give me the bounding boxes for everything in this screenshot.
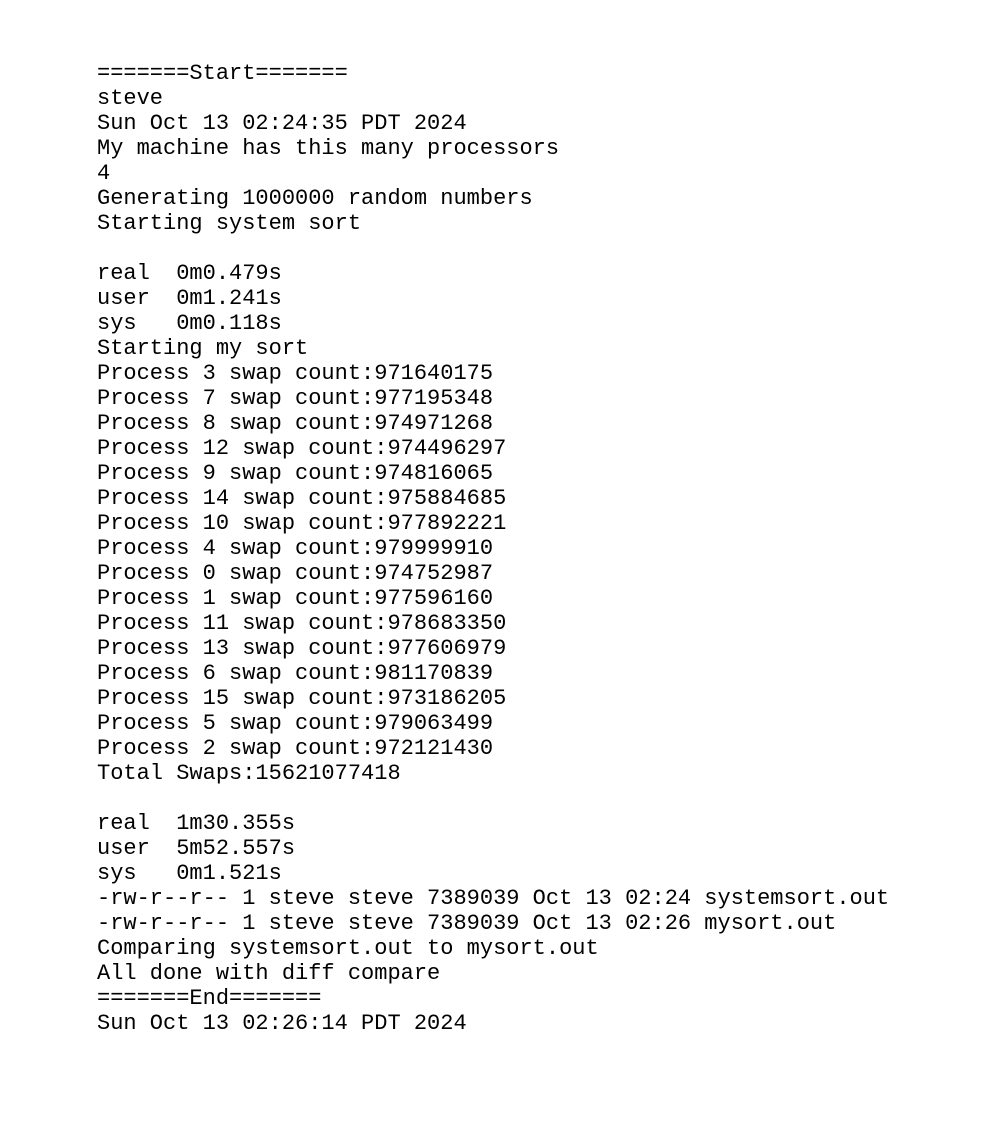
output-line: 4 (97, 161, 111, 186)
output-line: Process 1 swap count:977596160 (97, 586, 494, 611)
output-line: steve (97, 86, 164, 111)
output-line: Process 7 swap count:977195348 (97, 386, 494, 411)
output-line: Process 10 swap count:977892221 (97, 511, 507, 536)
output-line: Process 15 swap count:973186205 (97, 686, 507, 711)
output-line: =======End======= (97, 986, 322, 1011)
output-line: My machine has this many processors (97, 136, 560, 161)
output-line: Total Swaps:15621077418 (97, 761, 401, 786)
output-line: Process 14 swap count:975884685 (97, 486, 507, 511)
output-line: -rw-r--r-- 1 steve steve 7389039 Oct 13 02:26 mysort.out (97, 911, 837, 936)
output-line: Process 11 swap count:978683350 (97, 611, 507, 636)
output-line: real 1m30.355s (97, 811, 296, 836)
output-line: All done with diff compare (97, 961, 441, 986)
output-line: user 0m1.241s (97, 286, 282, 311)
output-line: Sun Oct 13 02:24:35 PDT 2024 (97, 111, 467, 136)
output-line: Process 6 swap count:981170839 (97, 661, 494, 686)
output-line: Starting my sort (97, 336, 309, 361)
output-line: =======Start======= (97, 61, 348, 86)
output-line: user 5m52.557s (97, 836, 296, 861)
output-line (97, 786, 889, 811)
output-line: -rw-r--r-- 1 steve steve 7389039 Oct 13 02:24 systemsort.out (97, 886, 890, 911)
output-line: sys 0m0.118s (97, 311, 282, 336)
output-line: Process 0 swap count:974752987 (97, 561, 494, 586)
output-line: Process 9 swap count:974816065 (97, 461, 494, 486)
output-line (97, 236, 889, 261)
output-line: Process 8 swap count:974971268 (97, 411, 494, 436)
output-line: Process 3 swap count:971640175 (97, 361, 494, 386)
output-line: Process 13 swap count:977606979 (97, 636, 507, 661)
output-line: Process 4 swap count:979999910 (97, 536, 494, 561)
output-line: Generating 1000000 random numbers (97, 186, 533, 211)
output-line: Process 2 swap count:972121430 (97, 736, 494, 761)
terminal-output (97, 61, 889, 1036)
output-line: real 0m0.479s (97, 261, 282, 286)
output-line: Sun Oct 13 02:26:14 PDT 2024 (97, 1011, 467, 1036)
output-line: sys 0m1.521s (97, 861, 282, 886)
output-line: Starting system sort (97, 211, 362, 236)
output-line: Process 12 swap count:974496297 (97, 436, 507, 461)
output-line: Comparing systemsort.out to mysort.out (97, 936, 599, 961)
output-line: Process 5 swap count:979063499 (97, 711, 494, 736)
